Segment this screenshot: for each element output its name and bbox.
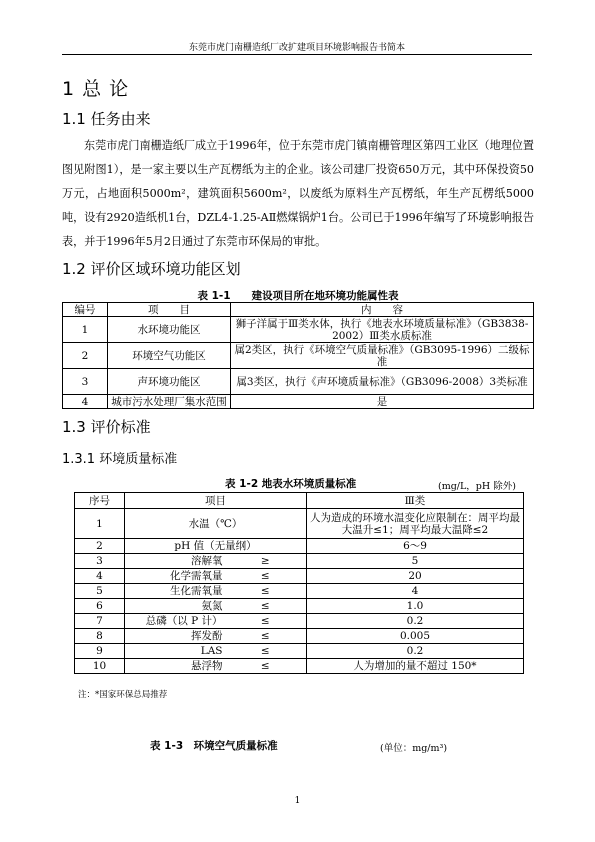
- table-1-2-unit: (mg/L，pH 除外): [438, 481, 516, 492]
- table-1-1: [62, 302, 534, 409]
- table-cell: 1: [75, 509, 125, 539]
- table-1-3-caption: 表 1-3 环境空气质量标准: [150, 740, 278, 752]
- section-1-3-title: 1.3 评价标准: [62, 418, 151, 436]
- table-cell: 2: [63, 343, 108, 369]
- table-cell: 悬浮物: [125, 659, 225, 674]
- table-cell: ≤: [225, 659, 307, 674]
- table-cell: 7: [75, 614, 125, 629]
- table-cell: 狮子洋属于Ⅲ类水体，执行《地表水环境质量标准》（GB3838-2002）Ⅲ类水质标准: [231, 317, 534, 343]
- table-cell: 8: [75, 629, 125, 644]
- table-cell: 挥发酚: [125, 629, 225, 644]
- table-cell: LAS: [125, 644, 225, 659]
- table-cell: 化学需氧量: [125, 569, 225, 584]
- table-cell: 是: [231, 395, 534, 409]
- table-cell: ≤: [225, 569, 307, 584]
- table-cell: 6～9: [307, 539, 524, 554]
- col-header: 项目: [125, 493, 307, 509]
- table-cell: 1: [63, 317, 108, 343]
- col-header: 序号: [75, 493, 125, 509]
- table-row: [75, 614, 524, 629]
- table-cell: 5: [75, 584, 125, 599]
- header-rule: [62, 54, 532, 55]
- col-header: 编号: [63, 303, 108, 317]
- table-row: [75, 599, 524, 614]
- table-cell: 溶解氧: [125, 554, 225, 569]
- table-1-2: [74, 492, 524, 674]
- table-1-1-caption: 表 1-1 建设项目所在地环境功能属性表: [197, 290, 399, 302]
- table-cell: 生化需氧量: [125, 584, 225, 599]
- table-cell: 9: [75, 644, 125, 659]
- section-1-1-title: 1.1 任务由来: [62, 110, 151, 128]
- col-header: 内 容: [231, 303, 534, 317]
- table-cell: 声环境功能区: [108, 369, 231, 395]
- table-cell: 5: [307, 554, 524, 569]
- table-row: [63, 395, 534, 409]
- table-cell: 人为造成的环境水温变化应限制在：周平均最大温升≤1；周平均最大温降≤2: [307, 509, 524, 539]
- running-header: 东莞市虎门南栅造纸厂改扩建项目环境影响报告书简本: [188, 43, 405, 53]
- table-cell: ≥: [225, 554, 307, 569]
- table-cell: 4: [307, 584, 524, 599]
- table-cell: 水环境功能区: [108, 317, 231, 343]
- table-header-row: [75, 493, 524, 509]
- table-cell: 城市污水处理厂集水范围: [108, 395, 231, 409]
- table-row: [63, 317, 534, 343]
- table-cell: 4: [63, 395, 108, 409]
- table-cell: 1.0: [307, 599, 524, 614]
- table-cell: 2: [75, 539, 125, 554]
- table-cell: 0.2: [307, 614, 524, 629]
- table-row: [75, 629, 524, 644]
- table-cell: 3: [75, 554, 125, 569]
- table-cell: ≤: [225, 584, 307, 599]
- chapter-title: 1 总 论: [62, 78, 130, 100]
- page-number: 1: [294, 796, 301, 806]
- table-cell: ≤: [225, 644, 307, 659]
- col-header: 项 目: [108, 303, 231, 317]
- table-cell: 氨氮: [125, 599, 225, 614]
- table-cell: ≤: [225, 599, 307, 614]
- table-cell: ≤: [225, 614, 307, 629]
- table-row: [63, 369, 534, 395]
- table-cell: 水温（℃）: [125, 509, 307, 539]
- table-cell: ≤: [225, 629, 307, 644]
- table-cell: 人为增加的量不超过 150*: [307, 659, 524, 674]
- section-1-1-paragraph: 东莞市虎门南栅造纸厂成立于1996年，位于东莞市虎门镇南栅管理区第四工业区（地理位置图见附图1），是一家主要以生产瓦楞纸为主的企业。该公司建厂投资650万元，其中环保投资50万元，占地面积5000m²，建筑面积5600m²，以废纸为原料生产瓦楞纸，年生产瓦楞纸5000吨，设有2920造纸机1台，DZL4-1.25-AⅡ燃煤锅炉1台。公司已于1996年编写了环境影响报告表，并于1996年5月2日通过了东莞市环保局的审批。: [62, 139, 534, 248]
- table-header-row: [63, 303, 534, 317]
- table-cell: pH 值（无量纲）: [125, 539, 307, 554]
- table-row: [75, 554, 524, 569]
- table-cell: 3: [63, 369, 108, 395]
- table-row: [75, 659, 524, 674]
- table-row: [63, 343, 534, 369]
- table-cell: 20: [307, 569, 524, 584]
- table-1-2-caption: 表 1-2 地表水环境质量标准: [225, 478, 357, 490]
- table-row: [75, 584, 524, 599]
- table-row: [75, 644, 524, 659]
- table-cell: 10: [75, 659, 125, 674]
- table-row: [75, 509, 524, 539]
- table-row: [75, 539, 524, 554]
- table-cell: 0.2: [307, 644, 524, 659]
- table-1-2-note: 注：*国家环保总局推荐: [78, 690, 168, 700]
- table-cell: 0.005: [307, 629, 524, 644]
- table-cell: 4: [75, 569, 125, 584]
- table-cell: 属3类区，执行《声环境质量标准》（GB3096-2008）3类标准: [231, 369, 534, 395]
- col-header: Ⅲ类: [307, 493, 524, 509]
- table-row: [75, 569, 524, 584]
- table-1-3-unit: (单位：mg/m³): [380, 743, 448, 754]
- section-1-3-1-title: 1.3.1 环境质量标准: [62, 452, 178, 467]
- table-cell: 属2类区，执行《环境空气质量标准》（GB3095-1996）二级标准: [231, 343, 534, 369]
- table-cell: 总磷（以 P 计）: [125, 614, 225, 629]
- table-cell: 6: [75, 599, 125, 614]
- section-1-2-title: 1.2 评价区域环境功能区划: [62, 260, 241, 278]
- table-cell: 环境空气功能区: [108, 343, 231, 369]
